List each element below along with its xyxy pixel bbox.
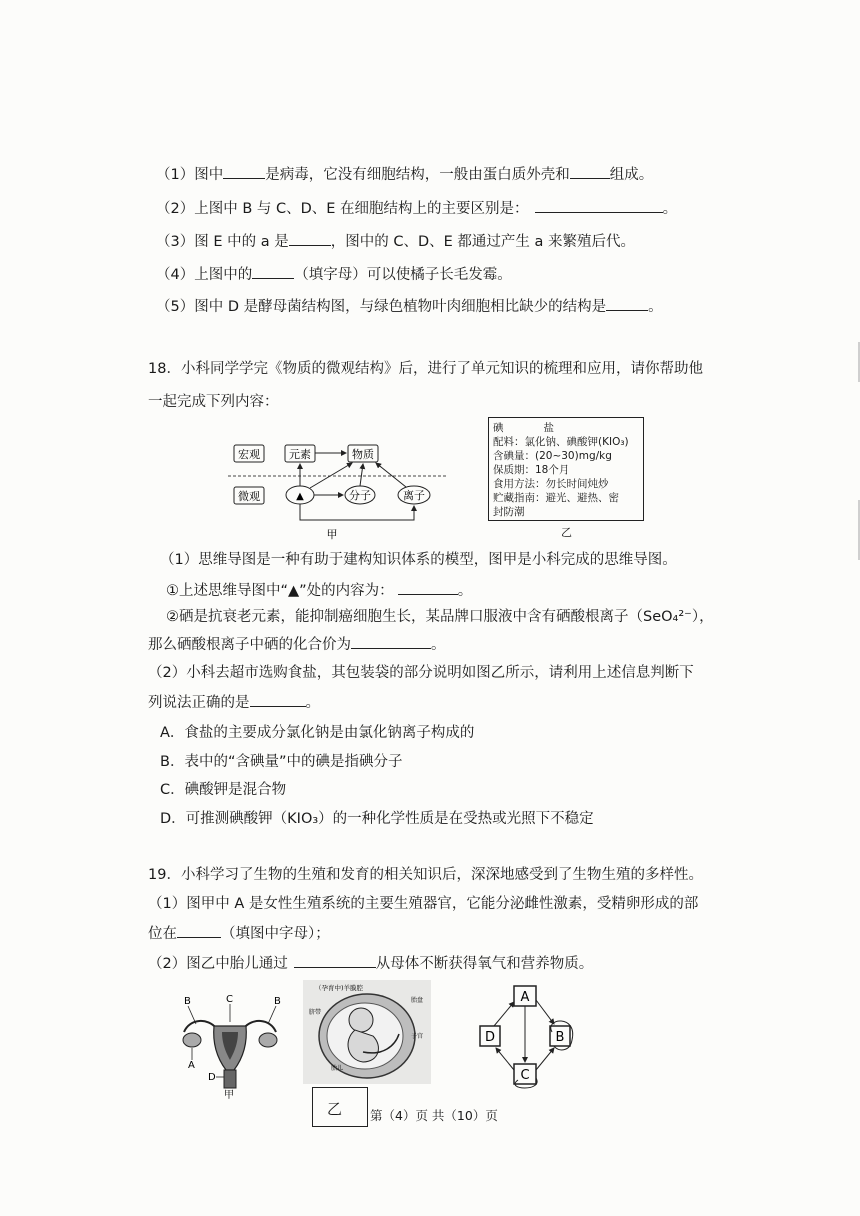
yi-caption-box bbox=[312, 1087, 368, 1127]
substance-label: 物质 bbox=[352, 448, 374, 461]
q18-p1-2: ②硒是抗衰老元素，能抑制癌细胞生长，某品牌口服液中含有硒酸根离子（SeO₄²⁻）， bbox=[166, 609, 714, 625]
q17-line-1: （1）图中 是病毒，它没有细胞结构，一般由蛋白质外壳和 组成。 bbox=[156, 164, 653, 185]
answer-blank[interactable] bbox=[177, 923, 221, 938]
answer-blank[interactable] bbox=[294, 953, 376, 968]
fetus-label-1: 脐带 bbox=[309, 1009, 322, 1016]
q18-p1: （1）思维导图是一种有助于建构知识体系的模型，图甲是小科完成的思维导图。 bbox=[160, 552, 677, 568]
ion-label: 离子 bbox=[403, 489, 425, 502]
salt-line: 含碘量：(20~30)mg/kg bbox=[493, 450, 612, 462]
q17-line-5: （5）图中 D 是酵母菌结构图，与绿色植物叶肉细胞相比缺少的结构是 。 bbox=[156, 296, 663, 317]
ovary-left bbox=[183, 1033, 201, 1047]
salt-line: 保质期：18个月 bbox=[493, 464, 570, 476]
label-b-left: B bbox=[184, 996, 191, 1007]
q17-line-4: （4）上图中的 （填字母）可以使橘子长毛发霉。 bbox=[156, 264, 512, 285]
salt-title: 碘 盐 bbox=[493, 422, 555, 434]
yi-caption: 乙 bbox=[327, 1100, 343, 1118]
answer-blank[interactable] bbox=[223, 164, 265, 179]
answer-blank[interactable] bbox=[289, 231, 331, 246]
q18-p1-3: 那么硒酸根离子中硒的化合价为 。 bbox=[148, 634, 446, 655]
ovary-right bbox=[259, 1033, 277, 1047]
answer-blank[interactable] bbox=[351, 634, 431, 649]
node-b-label: B bbox=[555, 1030, 565, 1045]
triangle-symbol: ▲ bbox=[296, 491, 304, 502]
q18-intro-1: 18．小科同学学完《物质的微观结构》后，进行了单元知识的梳理和应用，请你帮助他 bbox=[148, 361, 703, 377]
molecule-label: 分子 bbox=[349, 489, 371, 502]
caption-yi: 乙 bbox=[561, 526, 572, 539]
q18-option-a: A．食盐的主要成分氯化钠是由氯化钠离子构成的 bbox=[160, 725, 475, 741]
label-b-right: B bbox=[274, 996, 281, 1007]
salt-label-box bbox=[488, 417, 644, 521]
fetus-label-3: 子宫 bbox=[411, 1033, 424, 1040]
q19-p1-b: 位在 （填图中字母）； bbox=[148, 923, 330, 944]
answer-blank[interactable] bbox=[535, 198, 663, 213]
node-d-label: D bbox=[484, 1030, 496, 1045]
arrow-ion-substance bbox=[376, 463, 406, 487]
caption-jia-19: 甲 bbox=[224, 1090, 234, 1100]
fetus-title: （孕育中)羊膜腔 bbox=[315, 984, 364, 992]
label-c: C bbox=[226, 994, 233, 1005]
q17-line-3: （3）图 E 中的 a 是 ，图中的 C、D、E 都通过产生 a 来繁殖后代。 bbox=[156, 231, 635, 252]
answer-blank[interactable] bbox=[398, 580, 458, 595]
arrow-tri-ion bbox=[300, 504, 414, 520]
fetus-head bbox=[349, 1008, 373, 1032]
label-d: D bbox=[208, 1072, 216, 1083]
q18-option-d: D．可推测碘酸钾（KIO₃）的一种化学性质是在受热或光照下不稳定 bbox=[160, 811, 594, 827]
arrow-c-b bbox=[536, 1048, 554, 1070]
q19-p2: （2）图乙中胎儿通过 从母体不断获得氧气和营养物质。 bbox=[148, 953, 593, 974]
arrow-c-d bbox=[496, 1048, 514, 1070]
arrow-d-a bbox=[494, 1002, 514, 1026]
q18-p2-a: （2）小科去超市选购食盐，其包装袋的部分说明如图乙所示，请利用上述信息判断下 bbox=[148, 665, 694, 681]
answer-blank[interactable] bbox=[252, 264, 294, 279]
salt-line: 食用方法：勿长时间炖炒 bbox=[493, 478, 609, 490]
answer-blank[interactable] bbox=[250, 692, 306, 707]
q19-intro: 19．小科学习了生物的生殖和发育的相关知识后，深深地感受到了生物生殖的多样性。 bbox=[148, 867, 703, 883]
cervix-vagina bbox=[224, 1070, 236, 1088]
caption-jia: 甲 bbox=[326, 528, 338, 541]
salt-line: 贮藏指南：避光、避热、密 bbox=[493, 492, 619, 504]
element-label: 元素 bbox=[289, 448, 311, 461]
node-c-label: C bbox=[520, 1068, 530, 1083]
q19-p1-a: （1）图甲中 A 是女性生殖系统的主要生殖器官，它能分泌雌性激素，受精卵形成的部 bbox=[148, 896, 699, 912]
q18-intro-2: 一起完成下列内容： bbox=[148, 394, 279, 410]
arrow-molecule-substance bbox=[360, 464, 363, 486]
female-reproductive-figure bbox=[170, 988, 290, 1100]
q18-p1-1: ①上述思维导图中“▲”处的内容为： 。 bbox=[166, 580, 472, 601]
macro-label: 宏观 bbox=[238, 448, 260, 461]
answer-blank[interactable] bbox=[606, 296, 648, 311]
q17-line-2: （2）上图中 B 与 C、D、E 在细胞结构上的主要区别是： 。 bbox=[156, 198, 677, 219]
mind-map-figure bbox=[228, 438, 448, 542]
arrow-a-b bbox=[536, 1000, 554, 1024]
fetus-figure bbox=[303, 980, 431, 1084]
answer-blank[interactable] bbox=[570, 164, 610, 179]
fetus-label-2: 胎盘 bbox=[411, 997, 424, 1004]
salt-line: 配料：氯化钠、碘酸钾(KIO₃) bbox=[493, 436, 629, 448]
fetus-label-4: 胎儿 bbox=[331, 1065, 344, 1072]
page-footer: 第（4）页 共（10）页 bbox=[370, 1108, 498, 1123]
q18-option-c: C．碘酸钾是混合物 bbox=[160, 782, 287, 798]
node-a-label: A bbox=[520, 990, 530, 1005]
label-a: A bbox=[188, 1060, 195, 1071]
lifecycle-diagram bbox=[474, 982, 584, 1092]
q18-p2-b: 列说法正确的是 。 bbox=[148, 692, 320, 713]
salt-line: 封防潮 bbox=[493, 506, 525, 518]
q18-option-b: B．表中的“含碘量”中的碘是指碘分子 bbox=[160, 754, 403, 770]
micro-label: 微观 bbox=[238, 490, 260, 503]
